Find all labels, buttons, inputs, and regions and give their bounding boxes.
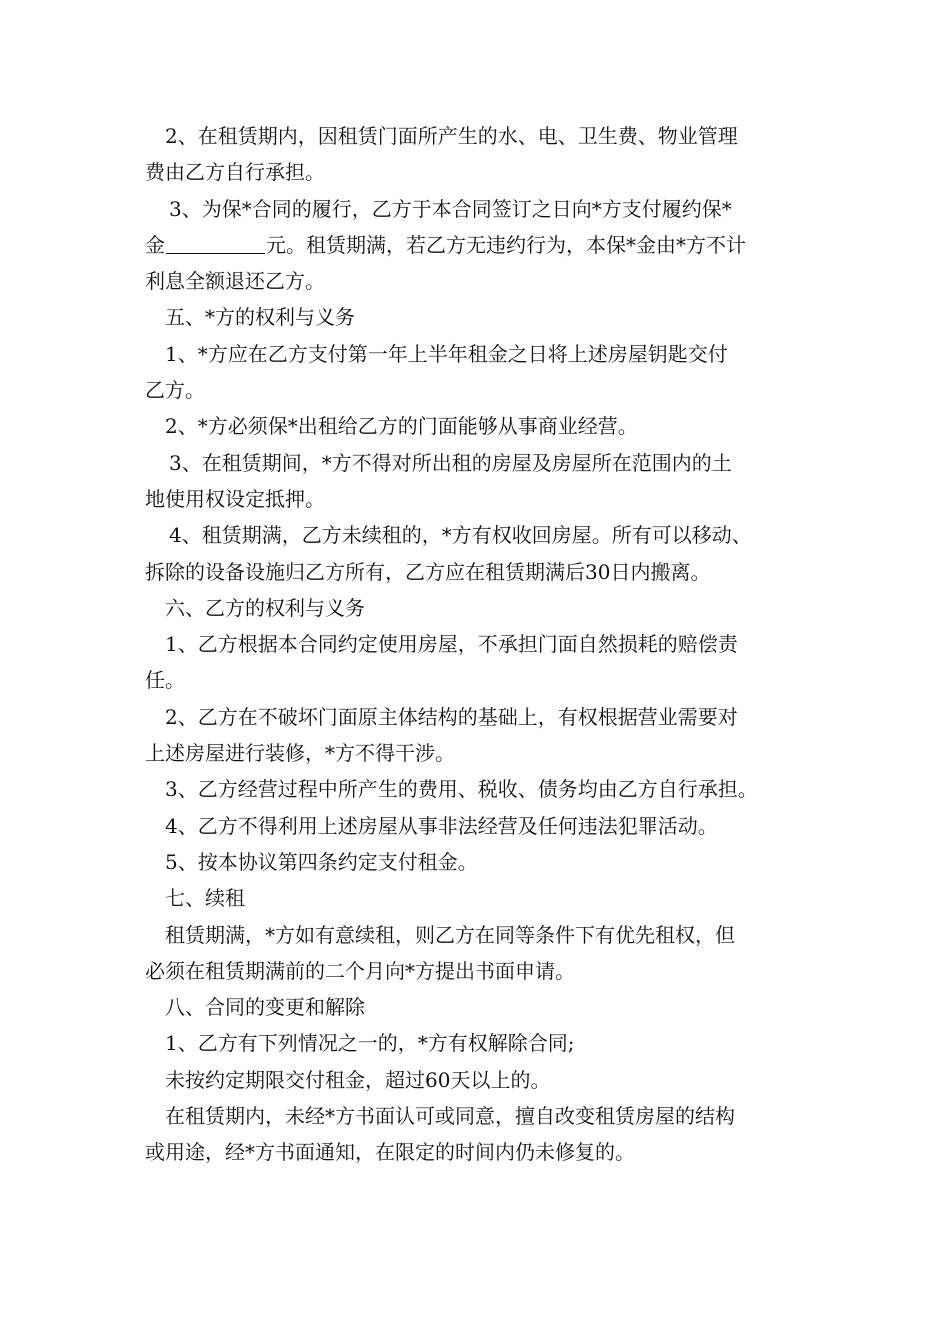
paragraph-line: 利息全额退还乙方。 — [145, 269, 325, 294]
paragraph-line: 租赁期满，*方如有意续租，则乙方在同等条件下有优先租权，但 — [165, 922, 735, 947]
paragraph-line: 1、*方应在乙方支付第一年上半年租金之日将上述房屋钥匙交付 — [165, 341, 728, 366]
paragraph-line: 1、乙方有下列情况之一的，*方有权解除合同; — [165, 1031, 575, 1056]
paragraph-line: 任。 — [145, 668, 185, 693]
paragraph-text: 元。租赁期满，若乙方无违约行为，本保*金由*方不计 — [266, 232, 746, 257]
paragraph-line: 3、乙方经营过程中所产生的费用、税收、债务均由乙方自行承担。 — [165, 777, 758, 802]
section-heading: 六、乙方的权利与义务 — [165, 595, 365, 620]
paragraph-line: 3、为保*合同的履行，乙方于本合同签订之日向*方支付履约保* — [169, 196, 732, 221]
paragraph-line: 3、在租赁期间，*方不得对所出租的房屋及房屋所在范围内的土 — [169, 450, 732, 475]
paragraph-line: 未按约定期限交付租金，超过60天以上的。 — [165, 1067, 551, 1092]
paragraph-line-with-blank — [145, 227, 810, 263]
paragraph-line: 5、按本协议第四条约定支付租金。 — [165, 849, 478, 874]
paragraph-line: 在租赁期内，未经*方书面认可或同意，擅自改变租赁房屋的结构 — [165, 1104, 735, 1129]
paragraph-line: 1、乙方根据本合同约定使用房屋，不承担门面自然损耗的赔偿责 — [165, 632, 738, 657]
section-heading: 七、续租 — [165, 886, 245, 911]
paragraph-line: 上述房屋进行装修，*方不得干涉。 — [145, 741, 455, 766]
paragraph-line: 2、乙方在不破坏门面原主体结构的基础上，有权根据营业需要对 — [165, 704, 738, 729]
fill-in-blank — [166, 233, 265, 254]
paragraph-line: 地使用权设定抵押。 — [145, 486, 325, 511]
paragraph-line: 费由乙方自行承担。 — [145, 160, 325, 185]
paragraph-line: 拆除的设备设施归乙方所有，乙方应在租赁期满后30日内搬离。 — [145, 559, 711, 584]
section-heading: 八、合同的变更和解除 — [165, 995, 365, 1020]
paragraph-line: 4、租赁期满，乙方未续租的，*方有权收回房屋。所有可以移动、 — [169, 523, 752, 548]
paragraph-line: 2、在租赁期内，因租赁门面所产生的水、电、卫生费、物业管理 — [165, 124, 738, 148]
paragraph-text: 金 — [145, 232, 165, 257]
paragraph-line: 4、乙方不得利用上述房屋从事非法经营及任何违法犯罪活动。 — [165, 813, 718, 838]
paragraph-line: 必须在租赁期满前的二个月向*方提出书面申请。 — [145, 958, 575, 983]
paragraph-line: 或用途，经*方书面通知，在限定的时间内仍未修复的。 — [145, 1140, 635, 1165]
paragraph-line: 乙方。 — [145, 378, 205, 403]
document-body — [145, 118, 810, 1171]
paragraph-line: 2、*方必须保*出租给乙方的门面能够从事商业经营。 — [165, 414, 638, 439]
section-heading: 五、*方的权利与义务 — [165, 305, 355, 330]
